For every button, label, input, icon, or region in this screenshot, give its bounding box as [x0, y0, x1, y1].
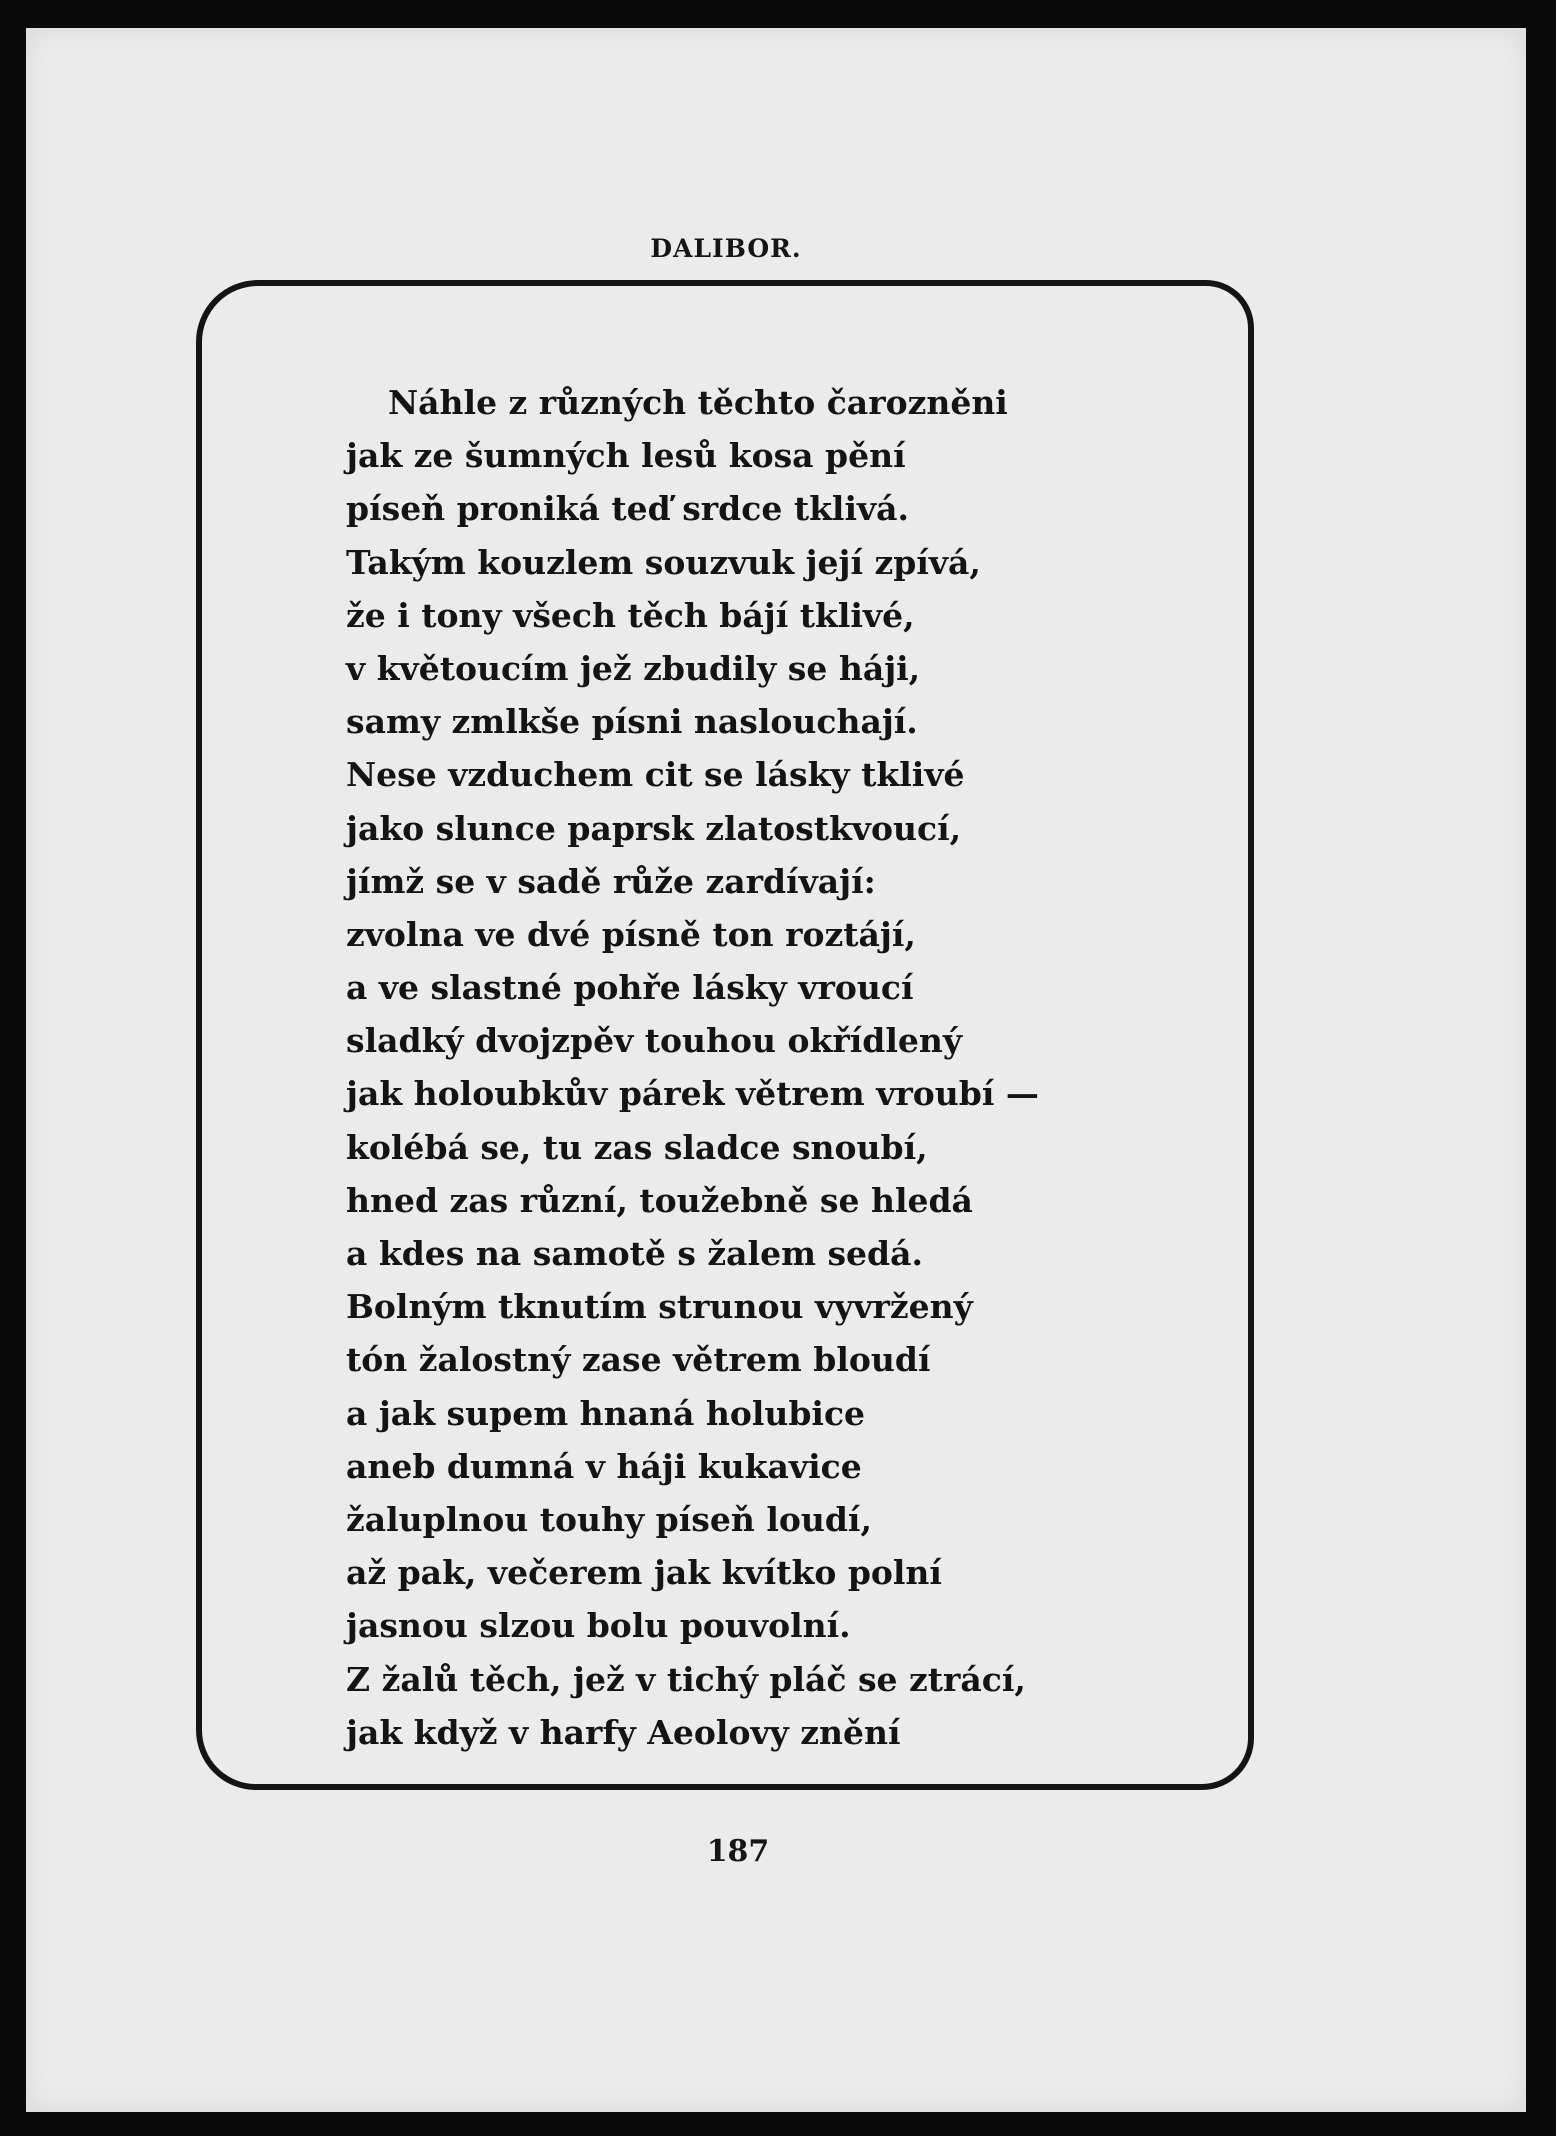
page-number	[26, 1834, 1526, 1869]
poem-line: a jak supem hnaná holubice	[346, 1393, 866, 1433]
poem-line: jak holoubkův párek větrem vroubí —	[346, 1074, 1039, 1114]
poem-line: až pak, večerem jak kvítko polní	[346, 1553, 942, 1593]
poem-line: jako slunce paprsk zlatostkvoucí,	[346, 808, 962, 848]
poem-text	[346, 376, 1166, 1759]
running-head	[26, 234, 1526, 263]
poem-line: žaluplnou touhy píseň loudí,	[346, 1499, 872, 1539]
poem-line: jak ze šumných lesů kosa pění	[346, 436, 906, 476]
poem-line: kolébá se, tu zas sladce snoubí,	[346, 1127, 928, 1167]
poem-line: že i tony všech těch bájí tklivé,	[346, 595, 915, 635]
poem-line: sladký dvojzpěv touhou okřídlený	[346, 1021, 963, 1061]
poem-line: v květoucím jež zbudily se háji,	[346, 648, 921, 688]
poem-line: Nese vzduchem cit se lásky tklivé	[346, 755, 965, 795]
poem-line: tón žalostný zase větrem bloudí	[346, 1340, 931, 1380]
poem-line: Z žalů těch, jež v tichý pláč se ztrácí,	[346, 1659, 1026, 1699]
poem-line: Takým kouzlem souzvuk její zpívá,	[346, 542, 981, 582]
running-head-title: DALIBOR.	[650, 234, 802, 263]
poem-line: Bolným tknutím strunou vyvržený	[346, 1287, 973, 1327]
poem-line: a kdes na samotě s žalem sedá.	[346, 1234, 924, 1273]
poem-line: hned zas různí, toužebně se hledá	[346, 1180, 973, 1220]
poem-line: zvolna ve dvé písně ton roztájí,	[346, 914, 916, 954]
poem-line: jak když v harfy Aeolovy znění	[346, 1712, 901, 1752]
poem-line: samy zmlkše písni naslouchají.	[346, 702, 918, 742]
poem-line: jasnou slzou bolu pouvolní.	[346, 1606, 851, 1646]
poem-line: a ve slastné pohře lásky vroucí	[346, 968, 914, 1008]
poem-line: jímž se v sadě růže zardívají:	[346, 861, 876, 901]
book-page	[26, 28, 1526, 2112]
poem-line: píseň proniká teď srdce tklivá.	[346, 489, 910, 529]
poem-line: aneb dumná v háji kukavice	[346, 1446, 862, 1486]
poem-line: Náhle z různých těchto čarozněni	[388, 383, 1008, 422]
page-number-text: 187	[706, 1834, 770, 1869]
